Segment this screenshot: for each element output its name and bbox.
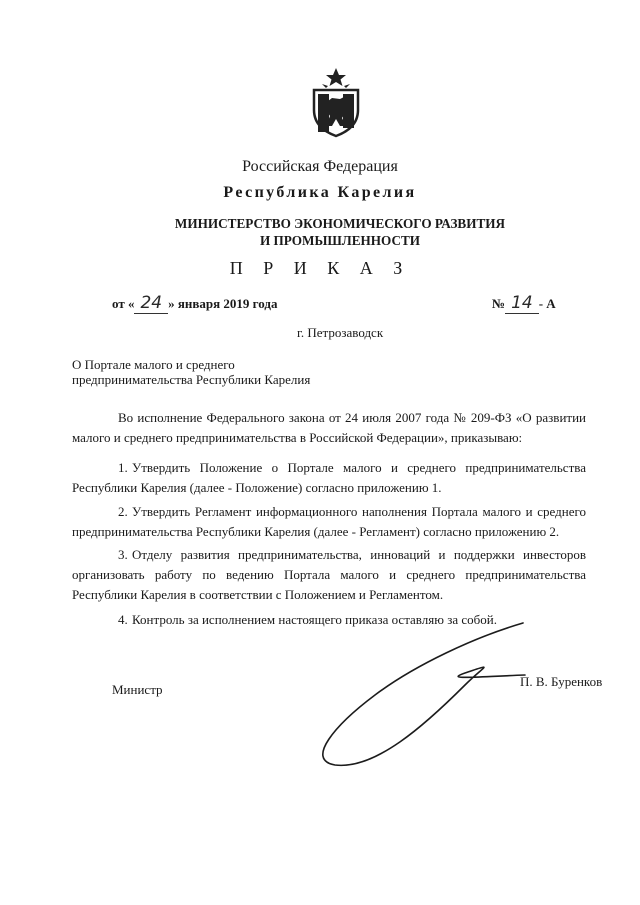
item-number: 2. bbox=[118, 504, 128, 519]
ministry-line-1: МИНИСТЕРСТВО ЭКОНОМИЧЕСКОГО РАЗВИТИЯ bbox=[174, 216, 506, 231]
preamble-paragraph: Во исполнение Федерального закона от 24 июля 2007 года № 209-ФЗ «О развитии малого и среднего предпринимательства в Российской Федерации», приказываю: bbox=[72, 410, 586, 445]
order-item-3 bbox=[72, 545, 586, 605]
item-text: Утвердить Положение о Портале малого и среднего предпринимательства Республики Карелия (далее - Положение) согласно приложению 1. bbox=[72, 460, 586, 495]
number-suffix: - А bbox=[538, 296, 556, 311]
order-date bbox=[112, 293, 277, 313]
item-number: 3. bbox=[118, 547, 128, 562]
item-text: Отделу развития предпринимательства, инноваций и поддержки инвесторов организовать работу по ведению Портала малого и среднего предпринимательства Республики Карелия в соответствии с Положением и Регламентом. bbox=[72, 547, 586, 602]
order-item-1 bbox=[72, 458, 586, 498]
republic-name: Республика Карелия bbox=[223, 184, 417, 201]
handwritten-signature bbox=[295, 615, 540, 775]
ministry-line-2: И ПРОМЫШЛЕННОСТИ bbox=[259, 233, 421, 248]
date-suffix: » января 2019 года bbox=[168, 296, 278, 311]
ministry-name bbox=[150, 215, 530, 249]
subject-line-1: О Портале малого и среднего bbox=[72, 357, 235, 372]
item-number: 4. bbox=[118, 612, 128, 627]
subject-line-2: предпринимательства Республики Карелия bbox=[72, 372, 311, 387]
order-subject bbox=[72, 357, 372, 387]
item-text: Утвердить Регламент информационного наполнения Портала малого и среднего предпринимательства Республики Карелия (далее - Регламент) согласно приложению 2. bbox=[72, 504, 586, 539]
date-prefix: от « bbox=[112, 296, 135, 311]
date-day-handwritten: 24 bbox=[134, 293, 168, 314]
item-number: 1. bbox=[118, 460, 128, 475]
coat-of-arms-emblem bbox=[306, 66, 366, 138]
item-text: Контроль за исполнением настоящего приказа оставляю за собой. bbox=[132, 612, 497, 627]
order-number bbox=[492, 293, 556, 313]
document-type-title: П Р И К А З bbox=[229, 258, 411, 278]
country-name: Российская Федерация bbox=[242, 158, 398, 175]
number-prefix: № bbox=[492, 296, 506, 311]
number-value-handwritten: 14 bbox=[505, 293, 539, 314]
city-name: г. Петрозаводск bbox=[297, 325, 384, 340]
order-item-2 bbox=[72, 502, 586, 542]
signatory-position: Министр bbox=[112, 682, 163, 697]
signatory-name: П. В. Буренков bbox=[520, 674, 603, 689]
